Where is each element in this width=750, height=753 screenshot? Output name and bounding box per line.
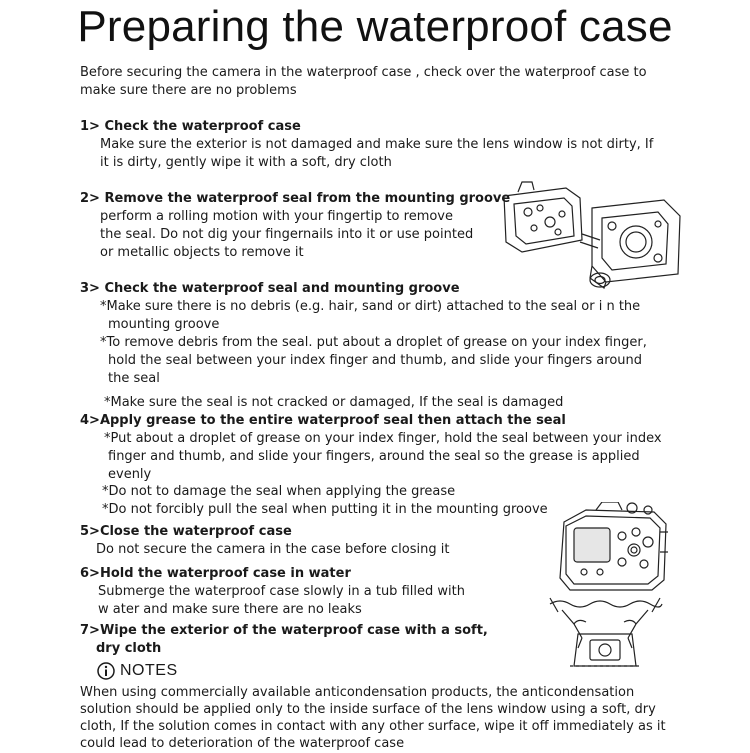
intro-line-2: make sure there are no problems: [80, 83, 297, 98]
page-title: Preparing the waterproof case: [77, 2, 673, 51]
step-4-line: *Do not forcibly pull the seal when putting it in the mounting groove: [102, 502, 548, 517]
open-case-illustration: [488, 178, 688, 290]
step-3-line: *Make sure the seal is not cracked or damaged, If the seal is damaged: [104, 395, 564, 410]
step-4-line: evenly: [108, 467, 152, 482]
step-2-line: the seal. Do not dig your fingernails into it or use pointed: [100, 227, 474, 242]
notes-line: could lead to deterioration of the waterproof case: [80, 736, 405, 751]
intro-line-1: Before securing the camera in the waterproof case , check over the waterproof case to: [80, 65, 647, 80]
closed-case-illustration: [556, 502, 670, 594]
step-6-line: w ater and make sure there are no leaks: [98, 602, 362, 617]
step-6-line: Submerge the waterproof case slowly in a tub filled with: [98, 584, 465, 599]
step-5-heading: 5>Close the waterproof case: [80, 524, 292, 539]
step-3-line: the seal: [108, 371, 160, 386]
step-1-line: it is dirty, gently wipe it with a soft, dry cloth: [100, 155, 392, 170]
step-4-heading: 4>Apply grease to the entire waterproof seal then attach the seal: [80, 413, 566, 428]
step-3-line: mounting groove: [108, 317, 220, 332]
step-3-line: *Make sure there is no debris (e.g. hair, sand or dirt) attached to the seal or i n the: [100, 299, 641, 314]
step-4-line: *Put about a droplet of grease on your index finger, hold the seal between your index: [104, 431, 662, 446]
step-1-heading: 1> Check the waterproof case: [80, 119, 301, 134]
step-2-heading: 2> Remove the waterproof seal from the mounting groove: [80, 191, 511, 206]
step-3-line: hold the seal between your index finger and thumb, and slide your fingers around: [108, 353, 643, 368]
step-7-heading-cont: dry cloth: [96, 641, 162, 656]
step-1-line: Make sure the exterior is not damaged and make sure the lens window is not dirty, If: [100, 137, 654, 152]
step-3-heading: 3> Check the waterproof seal and mounting groove: [80, 281, 460, 296]
case-in-water-illustration: [548, 594, 664, 670]
step-5-line: Do not secure the camera in the case before closing it: [96, 542, 450, 557]
step-7-heading: 7>Wipe the exterior of the waterproof case with a soft,: [80, 623, 488, 638]
step-4-line: finger and thumb, and slide your fingers, around the seal so the grease is applied: [108, 449, 640, 464]
info-icon: [97, 662, 115, 680]
notes-line: cloth, If the solution comes in contact with any other surface, wipe it off immediately as it: [80, 719, 666, 734]
notes-line: When using commercially available anticondensation products, the anticondensation: [80, 685, 635, 700]
step-2-line: or metallic objects to remove it: [100, 245, 304, 260]
step-6-heading: 6>Hold the waterproof case in water: [80, 566, 351, 581]
notes-label: NOTES: [120, 662, 178, 679]
step-2-line: perform a rolling motion with your fingertip to remove: [100, 209, 453, 224]
step-3-line: *To remove debris from the seal. put about a droplet of grease on your index finger,: [100, 335, 647, 350]
step-4-line: *Do not to damage the seal when applying the grease: [102, 484, 456, 499]
notes-line: solution should be applied only to the inside surface of the lens window using a soft, dry: [80, 702, 656, 717]
